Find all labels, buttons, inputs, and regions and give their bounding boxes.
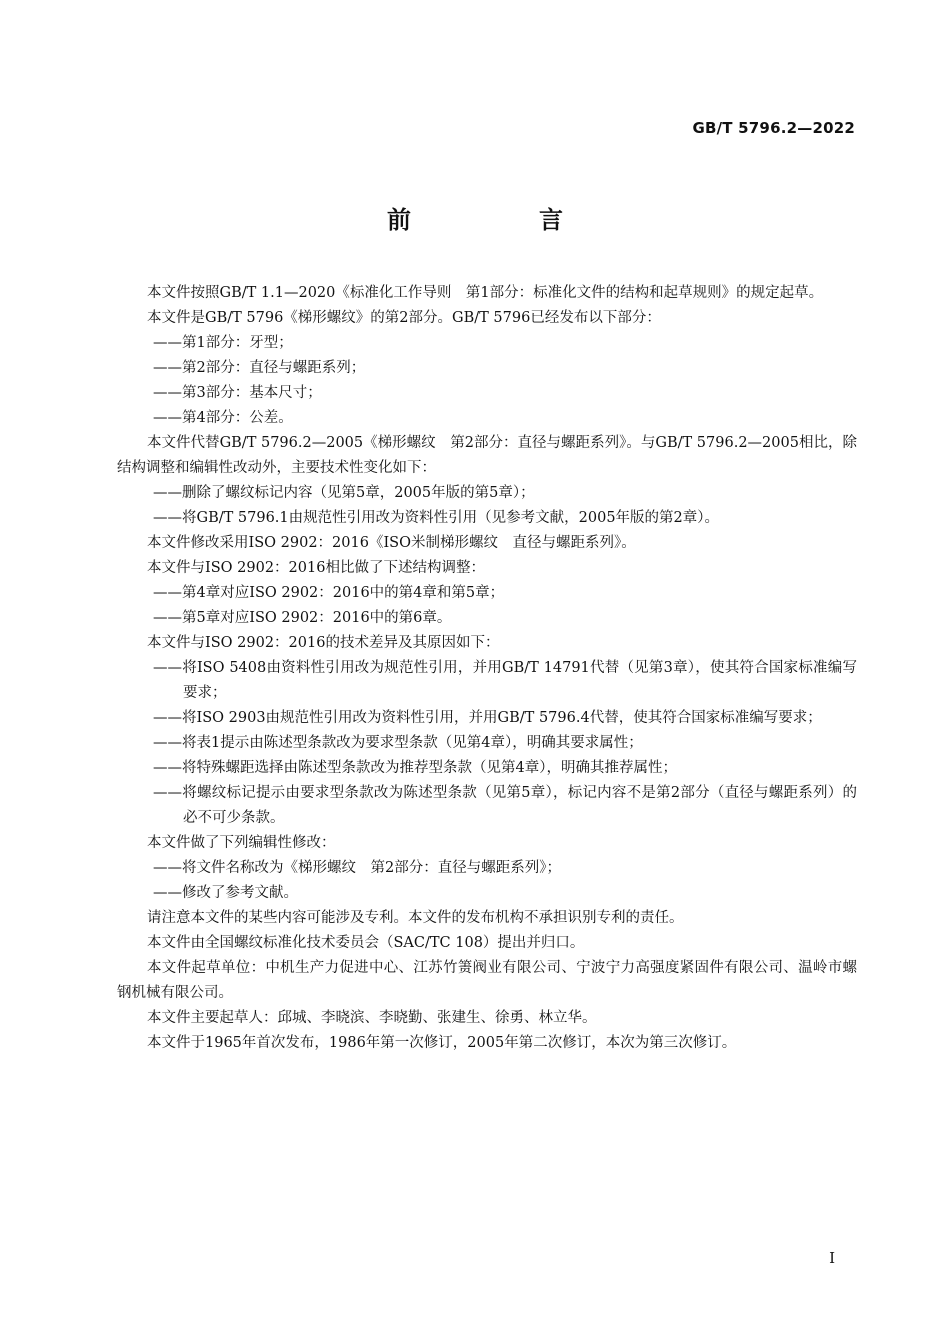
list-item: ——删除了螺纹标记内容（见第5章，2005年版的第5章）；	[153, 485, 535, 501]
paragraph: 本文件与ISO 2902：2016相比做了下述结构调整：	[147, 560, 485, 576]
list-item: ——将文件名称改为《梯形螺纹 第2部分：直径与螺距系列》；	[153, 860, 561, 876]
paragraph: 本文件起草单位：中机生产力促进中心、江苏竹箦阀业有限公司、宁波宁力高强度紧固件有限公司、温岭市螺钢机械有限公司。	[117, 960, 857, 1001]
list-item: ——第5章对应ISO 2902：2016中的第6章。	[153, 610, 452, 626]
paragraph: 本文件主要起草人：邱城、李晓滨、李晓勤、张建生、徐勇、林立华。	[147, 1010, 597, 1026]
paragraph: 请注意本文件的某些内容可能涉及专利。本文件的发布机构不承担识别专利的责任。	[147, 910, 684, 926]
list-item: ——修改了参考文献。	[153, 885, 298, 901]
page-number: I	[829, 1249, 835, 1267]
list-item: ——将表1提示由陈述型条款改为要求型条款（见第4章），明确其要求属性；	[153, 735, 643, 751]
paragraph: 本文件由全国螺纹标准化技术委员会（SAC/TC 108）提出并归口。	[147, 935, 585, 951]
list-item: ——第4章对应ISO 2902：2016中的第4章和第5章；	[153, 585, 505, 601]
paragraph: 本文件于1965年首次发布，1986年第一次修订，2005年第二次修订，本次为第三次修订。	[147, 1035, 737, 1051]
list-item: ——第1部分：牙型；	[153, 335, 293, 351]
page-title: 前 言	[387, 206, 615, 234]
list-item: ——将ISO 2903由规范性引用改为资料性引用，并用GB/T 5796.4代替，使其符合国家标准编写要求；	[153, 710, 822, 726]
list-item: ——第4部分：公差。	[153, 410, 293, 426]
paragraph: 本文件代替GB/T 5796.2—2005《梯形螺纹 第2部分：直径与螺距系列》。与GB/T 5796.2—2005相比，除结构调整和编辑性改动外，主要技术性变化如下：	[117, 435, 857, 476]
list-item: ——第2部分：直径与螺距系列；	[153, 360, 366, 376]
paragraph: 本文件做了下列编辑性修改：	[147, 835, 336, 851]
paragraph: 本文件修改采用ISO 2902：2016《ISO米制梯形螺纹 直径与螺距系列》。	[147, 535, 636, 551]
list-item: ——将特殊螺距选择由陈述型条款改为推荐型条款（见第4章），明确其推荐属性；	[153, 760, 677, 776]
standard-code: GB/T 5796.2—2022	[692, 119, 855, 137]
paragraph: 本文件与ISO 2902：2016的技术差异及其原因如下：	[147, 635, 500, 651]
list-item: ——将GB/T 5796.1由规范性引用改为资料性引用（见参考文献，2005年版的第2章）。	[153, 510, 720, 526]
list-item: ——将螺纹标记提示由要求型条款改为陈述型条款（见第5章），标记内容不是第2部分（直径与螺距系列）的必不可少条款。	[153, 785, 857, 826]
paragraph: 本文件是GB/T 5796《梯形螺纹》的第2部分。GB/T 5796已经发布以下部分：	[147, 310, 661, 326]
list-item: ——将ISO 5408由资料性引用改为规范性引用，并用GB/T 14791代替（见第3章），使其符合国家标准编写要求；	[153, 660, 857, 701]
list-item: ——第3部分：基本尺寸；	[153, 385, 322, 401]
document-body	[117, 281, 857, 1056]
paragraph: 本文件按照GB/T 1.1—2020《标准化工作导则 第1部分：标准化文件的结构和起草规则》的规定起草。	[147, 285, 824, 301]
